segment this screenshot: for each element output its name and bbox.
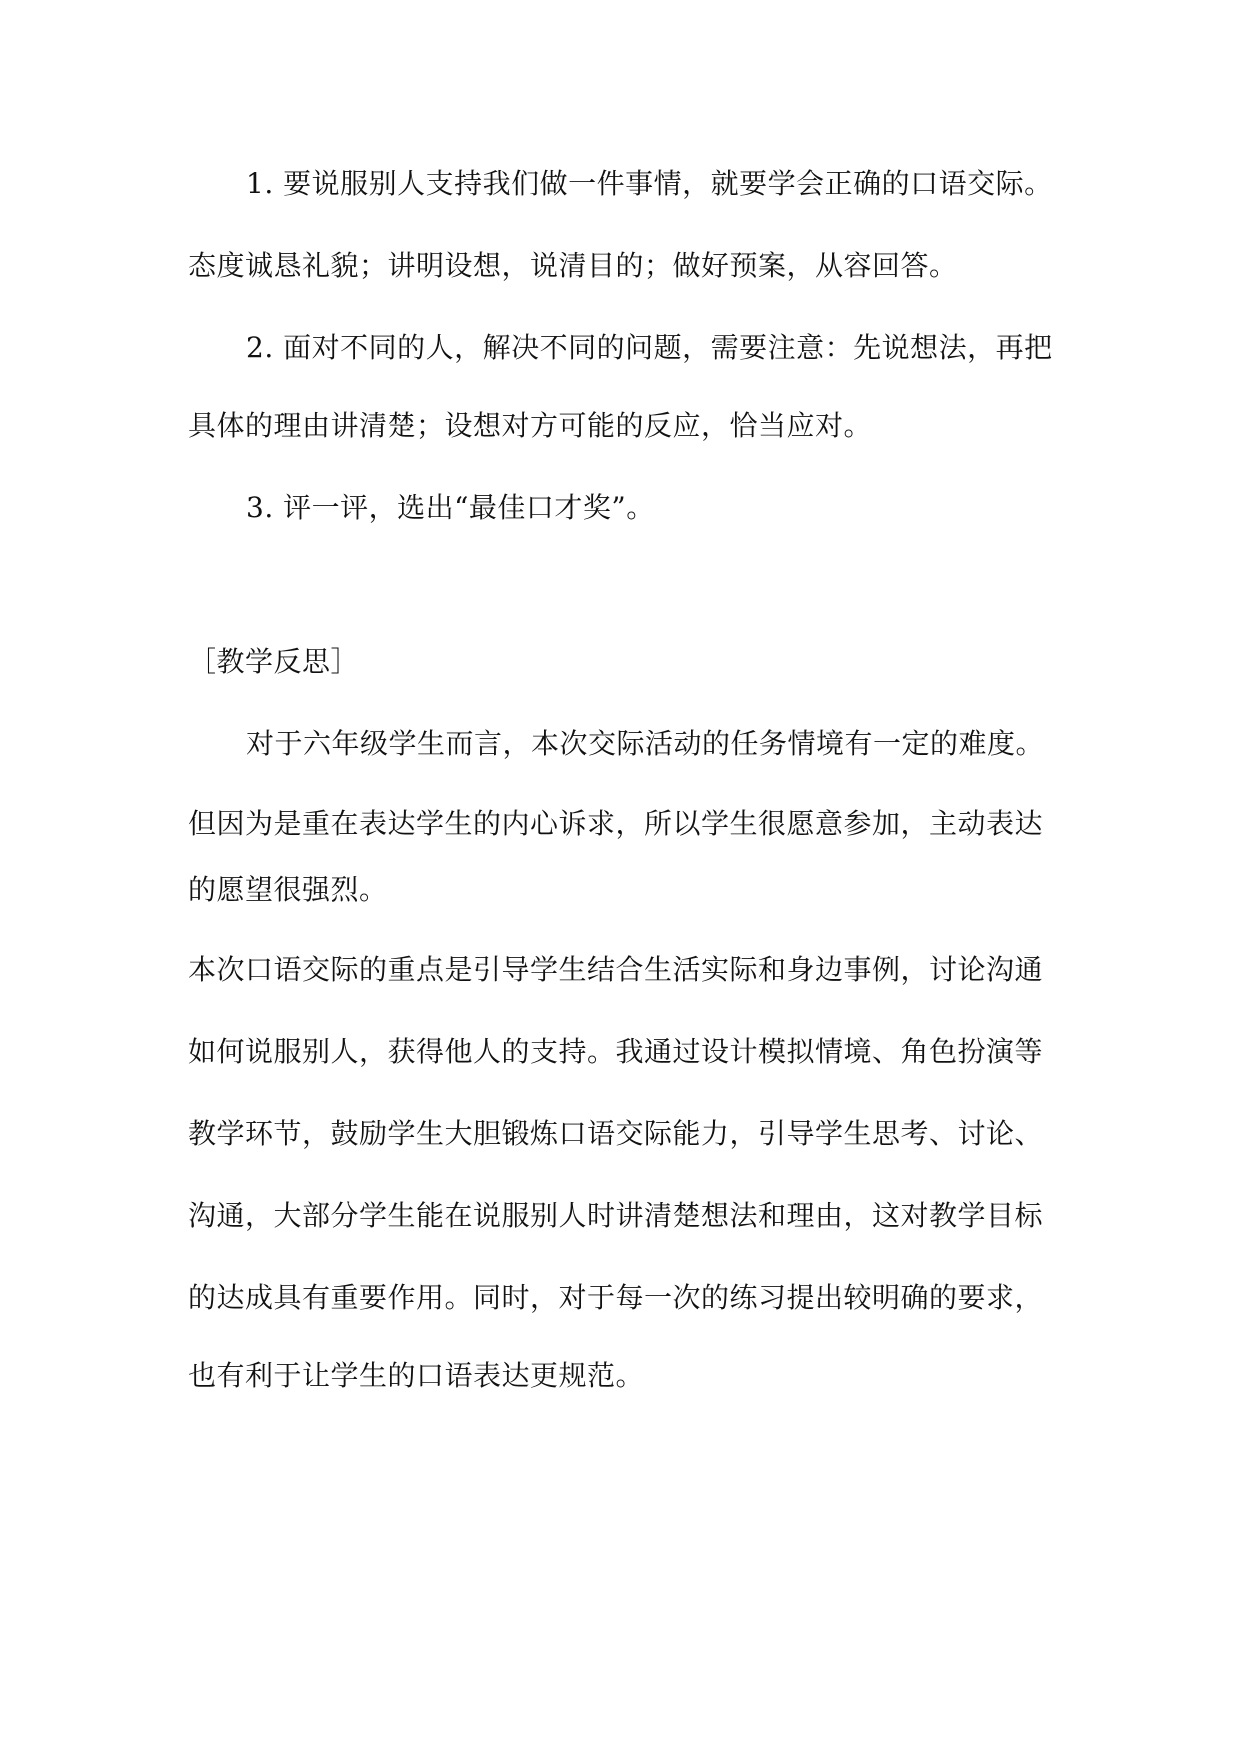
reflection-para-1-line-1: 对于六年级学生而言，本次交际活动的任务情境有一定的难度。 <box>246 727 1045 760</box>
reflection-heading: ［教学反思］ <box>188 645 360 678</box>
item-2-line-2: 具体的理由讲清楚；设想对方可能的反应，恰当应对。 <box>188 409 873 442</box>
reflection-para-2-line-4: 沟通，大部分学生能在说服别人时讲清楚想法和理由，这对教学目标 <box>188 1199 1044 1232</box>
reflection-para-2-line-2: 如何说服别人，获得他人的支持。我通过设计模拟情境、角色扮演等 <box>188 1035 1044 1068</box>
item-1-line-2: 态度诚恳礼貌；讲明设想，说清目的；做好预案，从容回答。 <box>188 249 958 282</box>
reflection-para-2-line-1: 本次口语交际的重点是引导学生结合生活实际和身边事例，讨论沟通 <box>188 953 1044 986</box>
item-3-line-1: 3. 评一评，选出“最佳口才奖”。 <box>246 491 655 524</box>
reflection-para-2-line-3: 教学环节，鼓励学生大胆锻炼口语交际能力，引导学生思考、讨论、 <box>188 1117 1044 1150</box>
reflection-para-1-line-3: 的愿望很强烈。 <box>188 873 388 906</box>
reflection-para-2-line-5: 的达成具有重要作用。同时，对于每一次的练习提出较明确的要求， <box>188 1281 1044 1314</box>
reflection-para-2-line-6: 也有利于让学生的口语表达更规范。 <box>188 1359 645 1392</box>
item-1-line-1: 1. 要说服别人支持我们做一件事情，就要学会正确的口语交际。 <box>246 167 1053 200</box>
item-2-line-1: 2. 面对不同的人，解决不同的问题，需要注意：先说想法，再把 <box>246 331 1053 364</box>
reflection-para-1-line-2: 但因为是重在表达学生的内心诉求，所以学生很愿意参加，主动表达 <box>188 807 1044 840</box>
